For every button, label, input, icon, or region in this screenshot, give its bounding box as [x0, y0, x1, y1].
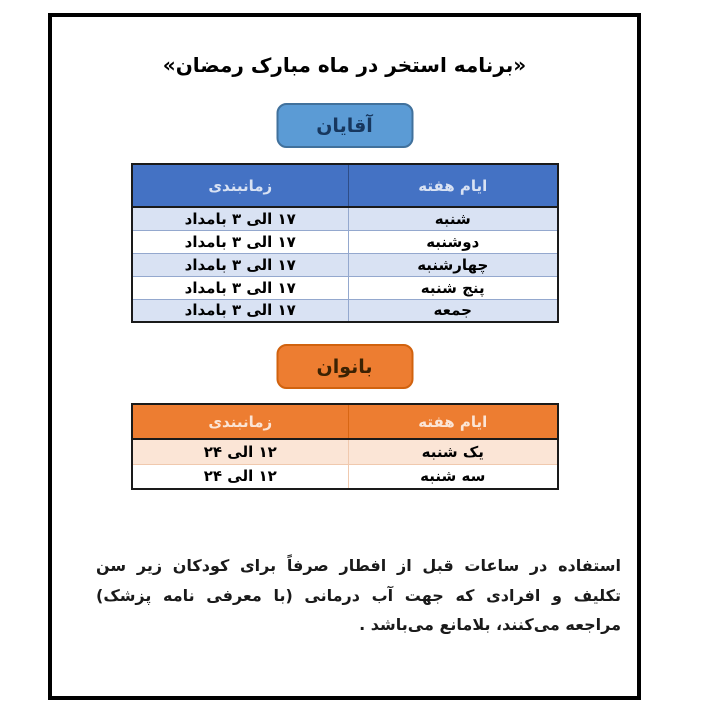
men-schedule-table [131, 163, 559, 323]
women-section-label: بانوان [316, 355, 373, 378]
table-row [132, 207, 558, 230]
day-cell: سه شنبه [349, 464, 558, 489]
table-row [132, 276, 558, 299]
time-cell: ۱۷ الی ۳ بامداد [132, 299, 349, 322]
table-row [132, 299, 558, 322]
day-cell: جمعه [349, 299, 558, 322]
time-cell: ۱۲ الی ۲۴ [132, 439, 349, 464]
time-cell: ۱۷ الی ۳ بامداد [132, 253, 349, 276]
document-border-frame [48, 13, 641, 700]
page-title: «برنامه استخر در ماه مبارک رمضان» [162, 53, 527, 77]
day-cell: دوشنبه [349, 230, 558, 253]
time-cell: ۱۷ الی ۳ بامداد [132, 276, 349, 299]
footnote-text: استفاده در ساعات قبل از افطار صرفاً برای کودکان زیر سن تکلیف و افرادی که جهت آب درمانی (با معرفی نامه پزشک) مراجعه می‌کنند، بلامانع می‌باشد . [96, 556, 621, 635]
table-row [132, 230, 558, 253]
men-section-badge [276, 103, 413, 148]
men-header-days: ایام هفته [349, 164, 558, 207]
table-row [132, 253, 558, 276]
time-cell: ۱۲ الی ۲۴ [132, 464, 349, 489]
women-section-badge [276, 344, 413, 389]
women-schedule-table [131, 403, 559, 490]
day-cell: چهارشنبه [349, 253, 558, 276]
women-header-times: زمانبندی [132, 404, 349, 439]
women-table-header-row [132, 404, 558, 439]
men-header-times: زمانبندی [132, 164, 349, 207]
time-cell: ۱۷ الی ۳ بامداد [132, 230, 349, 253]
table-row [132, 464, 558, 489]
men-table-header-row [132, 164, 558, 207]
table-row [132, 439, 558, 464]
day-cell: پنج شنبه [349, 276, 558, 299]
women-header-days: ایام هفته [349, 404, 558, 439]
men-section-label: آقایان [316, 114, 373, 137]
time-cell: ۱۷ الی ۳ بامداد [132, 207, 349, 230]
day-cell: یک شنبه [349, 439, 558, 464]
day-cell: شنبه [349, 207, 558, 230]
